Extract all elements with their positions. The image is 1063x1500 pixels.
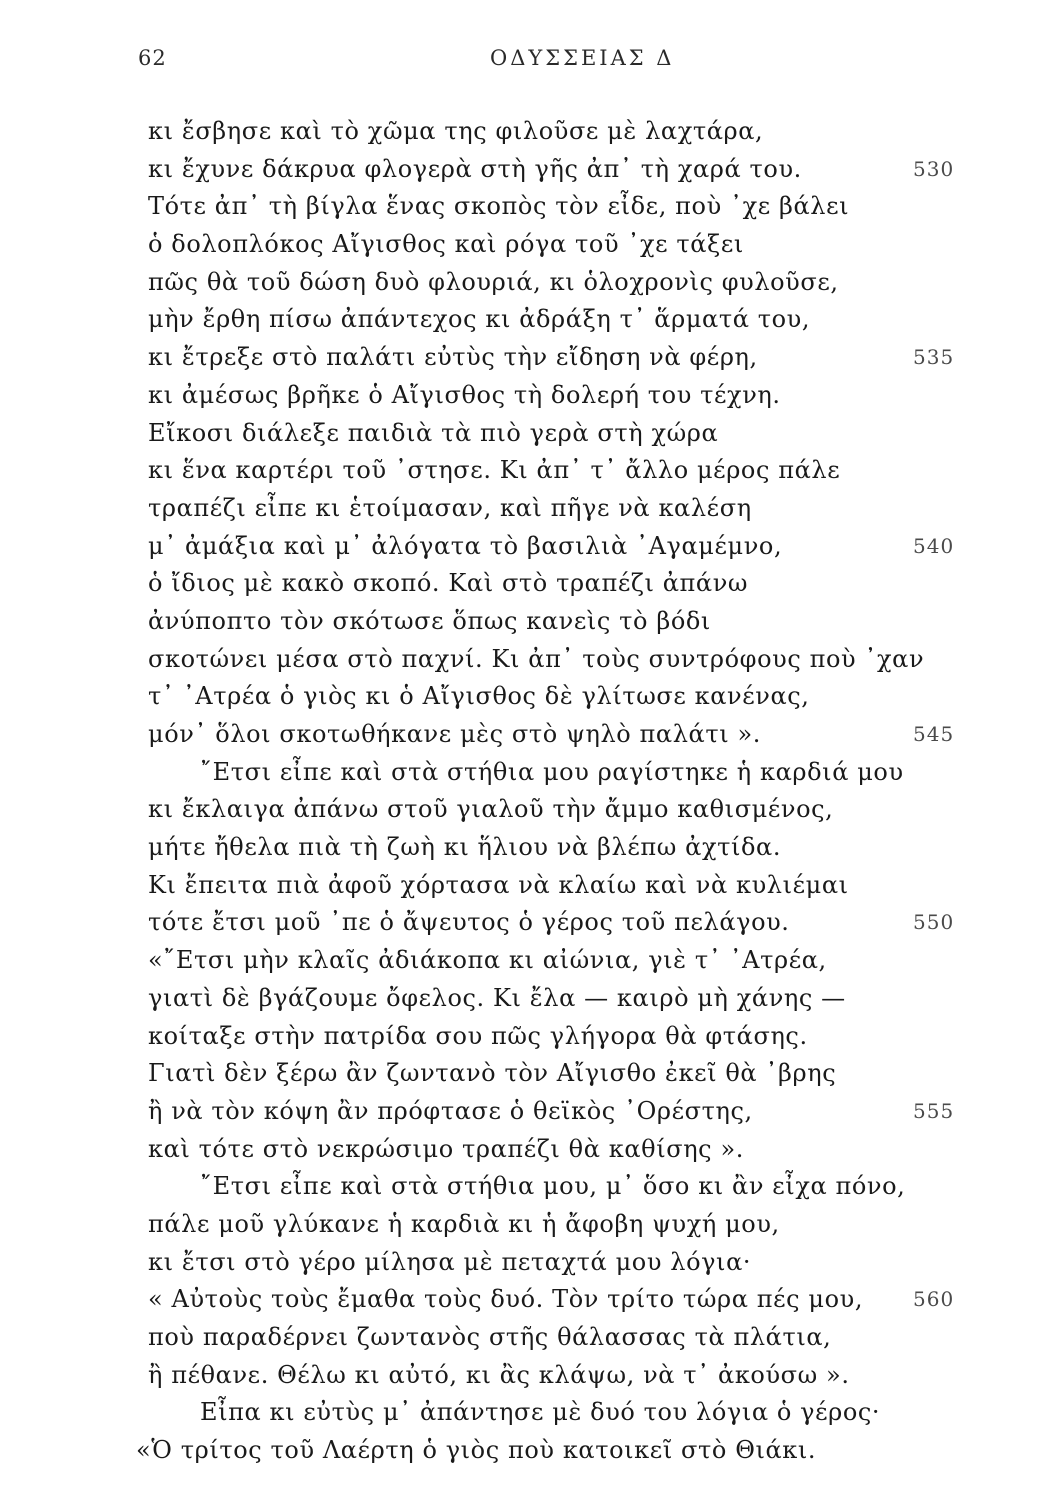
verse-line: [148, 1206, 908, 1244]
line-number: 560: [913, 1287, 955, 1312]
verse-text: Κι ἔπειτα πιὰ ἀφοῦ χόρτασα νὰ κλαίω καὶ νὰ κυλιέμαι: [148, 870, 849, 899]
verse-text: μ᾽ ἀμάξια καὶ μ᾽ ἀλόγατα τὸ βασιλιὰ ᾽Αγαμέμνο,: [148, 531, 783, 560]
line-number: 550: [913, 910, 955, 935]
verse-line: [148, 980, 908, 1018]
verse-text: «῎Ετσι μὴν κλαῖς ἀδιάκοπα κι αἰώνια, γιὲ τ᾽ ᾽Ατρέα,: [148, 946, 827, 975]
verse-text: ἢ νὰ τὸν κόψη ἂν πρόφτασε ὁ θεϊκὸς ᾽Ορέστης,: [148, 1096, 753, 1125]
verse-line: [148, 1018, 908, 1056]
verse-line: [148, 264, 908, 302]
verse-text: Εἶπα κι εὐτὺς μ᾽ ἀπάντησε μὲ δυό του λόγια ὁ γέρος·: [200, 1398, 881, 1427]
verse-text: μὴν ἔρθη πίσω ἀπάντεχος κι ἀδράξη τ᾽ ἅρματά του,: [148, 305, 811, 334]
verse-text: κι ἔτρεξε στὸ παλάτι εὐτὺς τὴν εἴδηση νὰ φέρη,: [148, 343, 758, 372]
page-number: 62: [138, 46, 167, 70]
verse-line: [148, 452, 908, 490]
verse-line: [148, 678, 908, 716]
verse-text: ἀνύποπτο τὸν σκότωσε ὅπως κανεὶς τὸ βόδι: [148, 606, 711, 635]
verse-line: [148, 415, 908, 453]
verse-text: «Ὁ τρίτος τοῦ Λαέρτη ὁ γιὸς ποὺ κατοικεῖ στὸ Θιάκι.: [136, 1436, 817, 1465]
verse-line: [148, 151, 955, 189]
verse-text: Εἴκοσι διάλεξε παιδιὰ τὰ πιὸ γερὰ στὴ χώρα: [148, 418, 719, 447]
line-number: 555: [913, 1098, 955, 1123]
verse-line: [148, 603, 908, 641]
verse-line: [148, 565, 908, 603]
verse-text: κι ἔχυνε δάκρυα φλογερὰ στὴ γῆς ἀπ᾽ τὴ χαρά του.: [148, 154, 802, 183]
verse-line: [148, 1394, 908, 1432]
verse-line: [148, 904, 955, 942]
line-number: 530: [913, 156, 955, 181]
verse-text: μόν᾽ ὅλοι σκοτωθήκανε μὲς στὸ ψηλὸ παλάτι ».: [148, 720, 761, 748]
verse-line: [148, 641, 925, 679]
verse-line: [148, 377, 908, 415]
verse-text: κι ἔκλαιγα ἀπάνω στοῦ γιαλοῦ τὴν ἄμμο καθισμένος,: [148, 795, 834, 824]
verse-line: [148, 1131, 908, 1169]
verse-text: πῶς θὰ τοῦ δώση δυὸ φλουριά, κι ὁλοχρονὶς φυλοῦσε,: [148, 267, 839, 296]
verse-line: [148, 1055, 908, 1093]
verse-block: [136, 113, 955, 1470]
verse-line: [148, 1168, 908, 1206]
verse-line: [148, 867, 908, 905]
verse-line: [148, 490, 908, 528]
verse-line: [148, 1244, 908, 1282]
verse-text: Γιατὶ δὲν ξέρω ἂν ζωντανὸ τὸν Αἴγισθο ἐκεῖ θὰ ᾽βρης: [148, 1059, 837, 1088]
verse-text: « Αὐτοὺς τοὺς ἔμαθα τοὺς δυό. Τὸν τρίτο τώρα πές μου,: [148, 1285, 864, 1314]
verse-line: [148, 1093, 955, 1131]
verse-line: [148, 754, 908, 792]
verse-line: [148, 716, 955, 754]
verse-text: τ᾽ ᾽Ατρέα ὁ γιὸς κι ὁ Αἴγισθος δὲ γλίτωσε κανένας,: [148, 682, 810, 711]
verse-line: [148, 942, 908, 980]
verse-text: σκοτώνει μέσα στὸ παχνί. Κι ἀπ᾽ τοὺς συντρόφους ποὺ ᾽χαν: [148, 644, 925, 673]
verse-text: γιατὶ δὲ βγάζουμε ὄφελος. Κι ἔλα — καιρὸ μὴ χάνης —: [148, 983, 846, 1012]
verse-line: [148, 1281, 955, 1319]
verse-text: κοίταξε στὴν πατρίδα σου πῶς γλήγορα θὰ φτάσης.: [148, 1021, 808, 1050]
line-number: 540: [913, 533, 955, 558]
verse-text: κι ἔτσι στὸ γέρο μίλησα μὲ πεταχτά μου λόγια·: [148, 1247, 752, 1276]
verse-text: κι ἔσβησε καὶ τὸ χῶμα της φιλοῦσε μὲ λαχτάρα,: [148, 117, 764, 145]
running-title: ΟΔΥΣΣΕΙΑΣ Δ: [490, 46, 675, 70]
verse-line: [148, 188, 908, 226]
verse-text: τότε ἔτσι μοῦ ᾽πε ὁ ἄψευτος ὁ γέρος τοῦ πελάγου.: [148, 908, 790, 937]
verse-line: [148, 791, 908, 829]
verse-line: [148, 226, 908, 264]
verse-text: Τότε ἀπ᾽ τὴ βίγλα ἕνας σκοπὸς τὸν εἶδε, ποὺ ᾽χε βάλει: [148, 192, 850, 221]
verse-text: μήτε ἤθελα πιὰ τὴ ζωὴ κι ἥλιου νὰ βλέπω ἀχτίδα.: [148, 833, 782, 862]
verse-text: πάλε μοῦ γλύκανε ἡ καρδιὰ κι ἡ ἄφοβη ψυχή μου,: [148, 1209, 780, 1238]
verse-line: [148, 829, 908, 867]
verse-text: ἢ πέθανε. Θέλω κι αὐτό, κι ἂς κλάψω, νὰ τ᾽ ἀκούσω ».: [148, 1360, 850, 1389]
verse-text: ὁ δολοπλόκος Αἴγισθος καὶ ρόγα τοῦ ᾽χε τάξει: [148, 230, 744, 259]
verse-line: [148, 301, 908, 339]
verse-line: [148, 528, 955, 566]
verse-text: κι ἀμέσως βρῆκε ὁ Αἴγισθος τὴ δολερή του τέχνη.: [148, 380, 781, 409]
line-number: 535: [913, 345, 955, 370]
verse-line: [148, 339, 955, 377]
verse-text: ῎Ετσι εἶπε καὶ στὰ στήθια μου ραγίστηκε ἡ καρδιά μου: [200, 757, 904, 786]
verse-line: [148, 1319, 908, 1357]
line-number: 545: [913, 722, 955, 746]
verse-line: [148, 1357, 908, 1395]
verse-text: τραπέζι εἶπε κι ἑτοίμασαν, καὶ πῆγε νὰ καλέση: [148, 493, 752, 522]
verse-text: κι ἕνα καρτέρι τοῦ ᾽στησε. Κι ἀπ᾽ τ᾽ ἄλλο μέρος πάλε: [148, 456, 841, 485]
verse-text: ὁ ἴδιος μὲ κακὸ σκοπό. Καὶ στὸ τραπέζι ἀπάνω: [148, 569, 749, 598]
verse-line: [136, 1432, 908, 1470]
verse-text: καὶ τότε στὸ νεκρώσιμο τραπέζι θὰ καθίσης ».: [148, 1134, 744, 1163]
verse-line: [148, 113, 908, 151]
verse-text: ῎Ετσι εἶπε καὶ στὰ στήθια μου, μ᾽ ὅσο κι ἂν εἶχα πόνο,: [200, 1172, 906, 1201]
verse-text: ποὺ παραδέρνει ζωντανὸς στῆς θάλασσας τὰ πλάτια,: [148, 1323, 832, 1351]
